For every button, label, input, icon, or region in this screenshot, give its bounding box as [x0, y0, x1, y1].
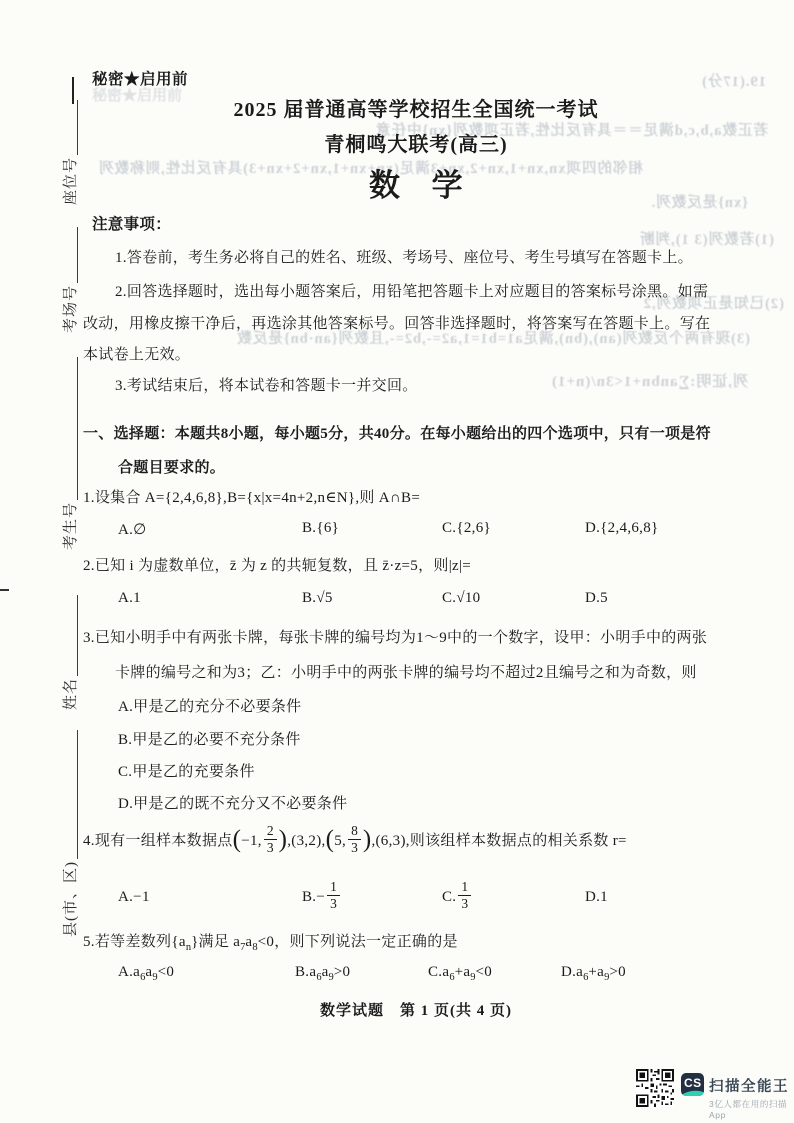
- q4-stem-text: ,(3,2),: [287, 833, 326, 849]
- question-3-stem-line1: 3.已知小明手中有两张卡牌，每张卡牌的编号均为1～9中的一个数字，设甲：小明手中的两张: [83, 630, 708, 646]
- exam-room-label: 考场号: [63, 284, 79, 333]
- subscript: 6: [316, 972, 322, 983]
- option-b: $B.a_6a_9>0$: [295, 964, 351, 983]
- option-c: $C.a_6+a_9<0$: [428, 964, 493, 983]
- camscanner-logo-text: CS: [684, 1076, 702, 1090]
- notice-item-2-line3: 本试卷上无效。: [83, 347, 191, 363]
- bleedthrough-text: 列,证明:∑anbn+1<3n/(n+1): [551, 374, 748, 390]
- subject-title: 数 学: [369, 168, 463, 203]
- section1-header-line1: 一、选择题：本题共8小题，每小题5分，共40分。在每小题给出的四个选项中，只有一项是符: [83, 426, 711, 442]
- option-d: $D.a_6+a_9>0$: [561, 964, 626, 983]
- q5-stem-text: 5.若等差数列{a: [83, 934, 186, 950]
- exam-content: [80, 0, 752, 1123]
- option-d: D.5: [585, 590, 608, 606]
- name-field: [58, 595, 82, 710]
- subscript: 9: [604, 972, 610, 983]
- bleedthrough-text: {xn}是反数列.: [650, 195, 748, 211]
- bleedthrough-text: (2)已知是正项数列,2: [642, 296, 784, 312]
- camscanner-logo: [681, 1073, 704, 1096]
- option-b: B.甲是乙的必要不充分条件: [118, 732, 301, 748]
- camscanner-title: 扫描全能王: [709, 1079, 789, 1095]
- option-c: C.甲是乙的充要条件: [118, 764, 255, 780]
- page-footer: 数学试题 第 1 页(共 4 页): [320, 1003, 512, 1019]
- denominator: 3: [266, 840, 274, 856]
- subscript: 9: [470, 972, 476, 983]
- exam-title-line1: 2025 届普通高等学校招生全国统一考试: [233, 99, 599, 121]
- numerator: 1: [327, 880, 340, 896]
- option-a: A.1: [118, 590, 141, 606]
- seat-number-label: 座位号: [63, 156, 79, 205]
- option-a: A.−1: [118, 889, 150, 905]
- blank-underline: [76, 357, 78, 500]
- subscript: 6: [583, 972, 589, 983]
- option-d: D.{2,4,6,8}: [585, 520, 659, 536]
- q5-stem-text: a: [245, 934, 253, 950]
- county-label: 县(市、区): [63, 861, 79, 937]
- option-b: B.{6}: [302, 520, 340, 536]
- fraction: [327, 880, 340, 911]
- subscript: 6: [449, 972, 455, 983]
- seat-number-field: [58, 100, 82, 205]
- question-2-stem: 2.已知 i 为虚数单位，z̄ 为 z 的共轭复数，且 z̄·z=5，则|z|=: [83, 558, 472, 574]
- blank-underline: [76, 227, 78, 283]
- option-a: A.甲是乙的充分不必要条件: [118, 699, 302, 715]
- question-4-options: [80, 878, 752, 916]
- option-d: D.1: [585, 889, 608, 905]
- print-echo-text: 秘密★启用前: [92, 88, 183, 104]
- close-paren: ): [362, 825, 372, 853]
- option-a: $A.a_6a_9<0$: [118, 964, 175, 983]
- numerator: 2: [264, 824, 277, 840]
- notice-item-2-line2: 改动，用橡皮擦干净后，再选涂其他答案标号。回答非选择题时，将答案写在答题卡上。写在: [83, 316, 711, 332]
- denominator: 3: [351, 840, 358, 856]
- q4-stem-text: ,(6,3),则该组样本数据点的相关系数 r=: [371, 833, 627, 849]
- numerator: 1: [458, 880, 471, 896]
- candidate-number-field: [58, 357, 82, 550]
- notice-item-3: 3.考试结束后，将本试卷和答题卡一并交回。: [115, 378, 418, 394]
- denominator: 3: [330, 896, 337, 912]
- open-paren: (: [325, 825, 335, 853]
- open-paren: (: [232, 825, 242, 853]
- fraction: [264, 824, 277, 855]
- notice-item-1: 1.答卷前，考生务必将自己的姓名、班级、考场号、座位号、考生号填写在答题卡上。: [115, 250, 693, 266]
- q5-stem-text: }满足 a: [191, 934, 241, 950]
- subscript: 7: [240, 942, 246, 953]
- question-5-options: [80, 964, 752, 988]
- option-c: C.√10: [442, 590, 481, 606]
- fraction: [348, 824, 361, 855]
- blank-underline: [76, 595, 78, 676]
- numerator: 8: [348, 824, 361, 840]
- subscript: 8: [252, 942, 258, 953]
- name-label: 姓名: [63, 677, 79, 710]
- notice-heading: 注意事项：: [92, 216, 172, 233]
- bleedthrough-text: (3)现有两个反数列(an),(bn),满足a1=b1=1,a2=-,b2=-,且数列{an·bn}是反数: [236, 331, 750, 347]
- question-3-stem-line2: 卡牌的编号之和为3；乙：小明手中的两张卡牌的编号均不超过2且编号之和为奇数，则: [115, 665, 697, 681]
- bleedthrough-text: 相邻的四项xn,xn+1,xn+2,xn+3满足(xn+xn+1,xn+2+xn+3)具有反比性,则称数列: [98, 161, 643, 177]
- question-5-stem: [83, 930, 458, 951]
- question-4-stem: [83, 822, 627, 860]
- subscript: n: [185, 942, 192, 953]
- option-a: A.∅: [118, 522, 147, 538]
- option-b-label: B.−: [302, 889, 326, 905]
- question-1-options: [80, 520, 752, 544]
- subscript: 6: [140, 972, 146, 983]
- option-c: C.{2,6}: [442, 520, 492, 536]
- option-c: [442, 878, 473, 916]
- subscript: 9: [328, 972, 334, 983]
- notice-item-2-line1: 2.回答选择题时，选出每小题答案后，用铅笔把答题卡上对应题目的答案标号涂黑。如需: [115, 284, 709, 300]
- exam-room-field: [58, 227, 82, 333]
- blank-underline: [76, 730, 78, 859]
- classification-label: 秘密★启用前: [92, 71, 189, 88]
- q5-stem-text: <0，则下列说法一定正确的是: [257, 934, 458, 950]
- close-paren: ): [278, 825, 288, 853]
- bleedthrough-text: 若正数a,b,c,d满足＝＝具有反比性,若正项数列{xn}中任意: [374, 123, 768, 139]
- blank-underline: [76, 100, 78, 155]
- bleedthrough-text: (1)若数列(3 1),判断: [639, 232, 774, 248]
- section1-header-line2: 合题目要求的。: [118, 460, 226, 476]
- fold-mark: [0, 589, 9, 591]
- bleedthrough-text: 19.(17分): [701, 74, 766, 90]
- subscript: 9: [152, 972, 158, 983]
- candidate-number-label: 考生号: [63, 501, 79, 550]
- county-field: [58, 730, 82, 937]
- option-b: B.√5: [302, 590, 333, 606]
- option-d: D.甲是乙的既不充分又不必要条件: [118, 796, 348, 812]
- camscanner-subtitle: 3亿人都在用的扫描App: [709, 1099, 788, 1120]
- question-1-stem: 1.设集合 A={2,4,6,8},B={x|x=4n+2,n∈N},则 A∩B=: [83, 490, 421, 506]
- option-c-label: C.: [442, 889, 457, 905]
- q4-stem-text: 4.现有一组样本数据点: [83, 833, 233, 849]
- option-b: [302, 878, 342, 916]
- exam-title-line2: 青桐鸣大联考(高三): [324, 134, 508, 156]
- question-2-options: [80, 590, 752, 614]
- denominator: 3: [461, 896, 469, 912]
- fraction: [458, 880, 471, 911]
- q4-point3-x: 5,: [334, 833, 347, 849]
- qr-code: [636, 1069, 674, 1107]
- q4-point1-x: −1,: [241, 833, 262, 849]
